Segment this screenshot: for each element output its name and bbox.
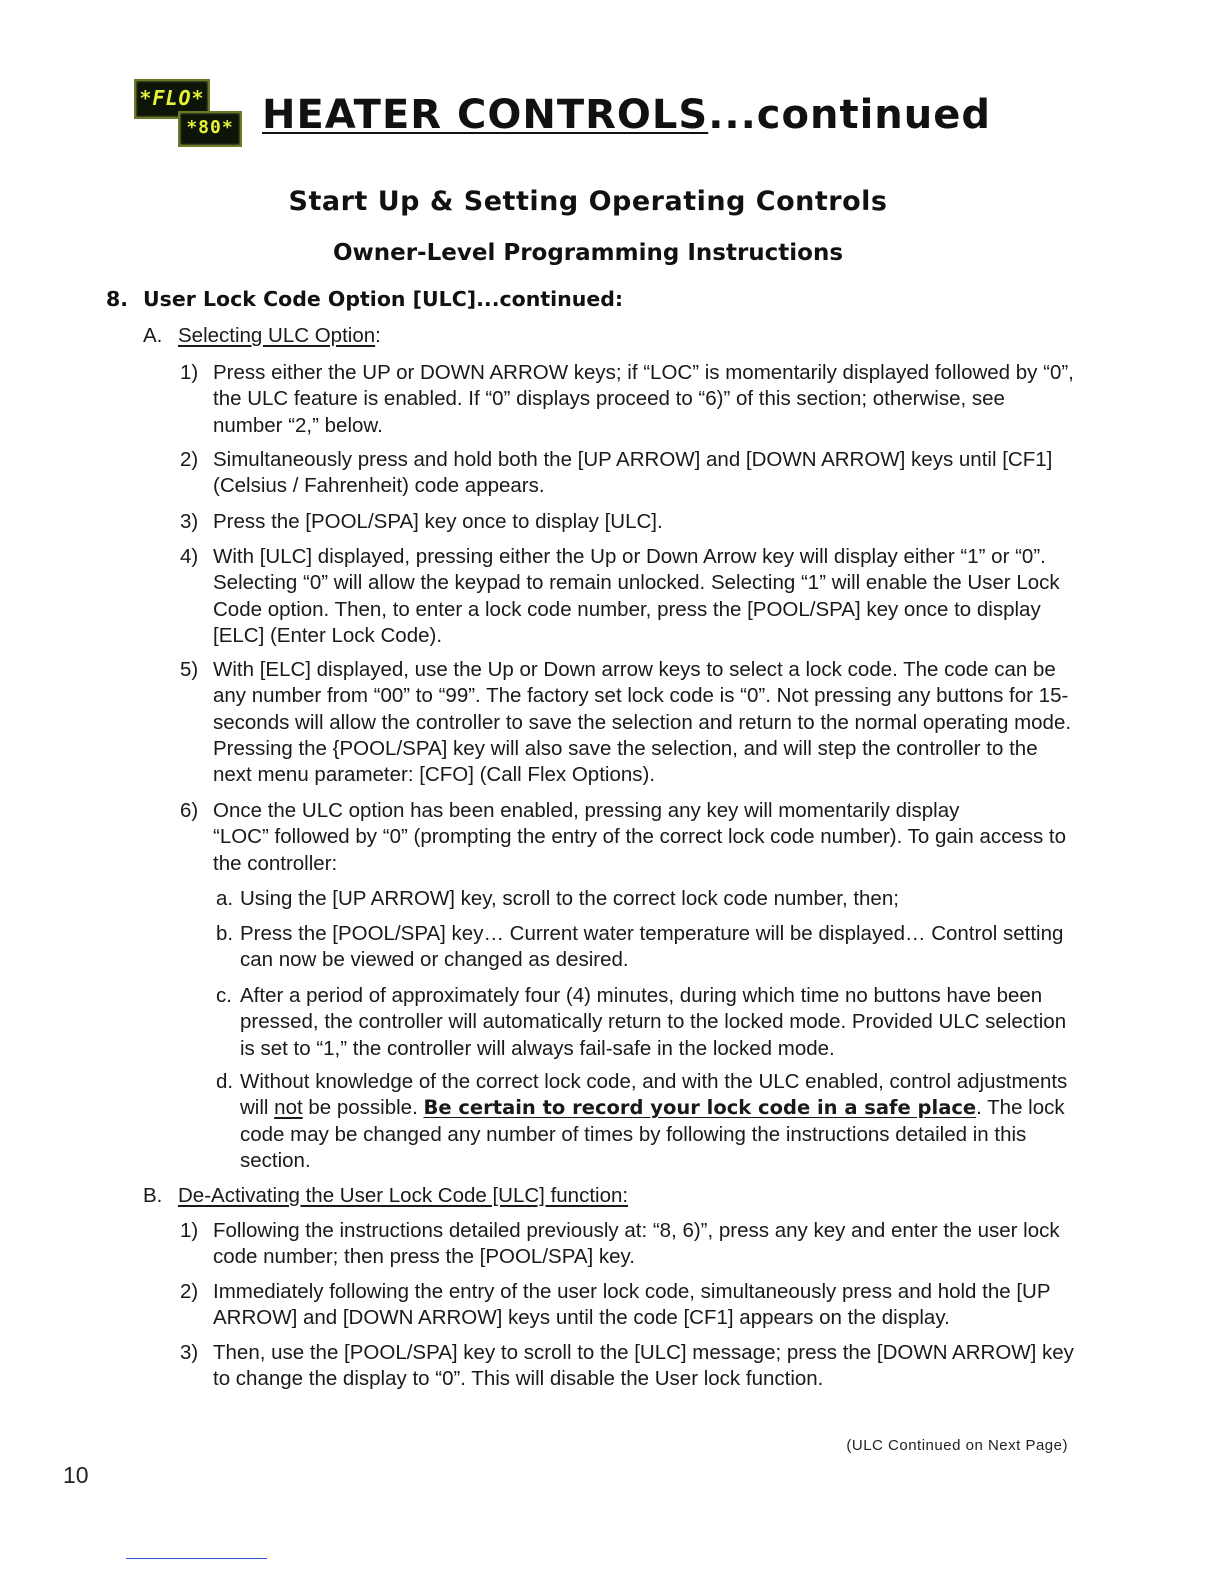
sub-list-item-label: b. xyxy=(216,922,234,945)
footnote-rule xyxy=(126,1558,267,1559)
list-item-label: 5) xyxy=(180,658,199,681)
list-item-label: 1) xyxy=(180,1219,199,1242)
continued-note: (ULC Continued on Next Page) xyxy=(846,1437,1068,1454)
sub-list-item-text: Using the [UP ARROW] key, scroll to the correct lock code number, then; xyxy=(240,887,899,910)
sub-list-item-text: After a period of approximately four (4) minutes, during which time no buttons have been pressed, the controller will automatically return to the locked mode. Provided ULC selection is set to “1,” the controller will always fail-safe in the locked mode. xyxy=(240,984,1067,1060)
list-item-text-line1: Once the ULC option has been enabled, pressing any key will momentarily display xyxy=(213,799,960,822)
section-8-heading xyxy=(106,287,623,311)
lcd-display-temp: *80* xyxy=(178,111,242,147)
section-subtitle: Owner-Level Programming Instructions xyxy=(332,240,844,266)
list-item-text: Following the instructions detailed previously at: “8, 6)”, press any key and enter the user lock code number; then press the [POOL/SPA] key. xyxy=(213,1219,1060,1269)
list-item-text: Then, use the [POOL/SPA] key to scroll to the [ULC] message; press the [DOWN ARROW] key to change the display to “0”. This will disable the User lock function. xyxy=(213,1341,1074,1391)
sub-list-item-text: Press the [POOL/SPA] key… Current water temperature will be displayed… Control setting can now be viewed or changed as desired. xyxy=(240,922,1064,972)
not-emphasis: not xyxy=(274,1096,303,1120)
list-item-text: Press either the UP or DOWN ARROW keys; if “LOC” is momentarily displayed followed by “0”, the ULC feature is enabled. If “0” displays proceed to “6)” of this section; otherwise, see number “2,” below. xyxy=(213,361,1074,437)
list-item-text: Immediately following the entry of the user lock code, simultaneously press and hold the [UP ARROW] and [DOWN ARROW] keys until the code [CF1] appears on the display. xyxy=(213,1280,1051,1330)
page-number: 10 xyxy=(63,1462,89,1488)
part-a-colon: : xyxy=(375,324,381,347)
sub-list-item-label: d. xyxy=(216,1070,234,1093)
list-item-label: 6) xyxy=(180,799,199,822)
lock-code-warning: Be certain to record your lock code in a safe place xyxy=(423,1096,977,1120)
part-b-letter: B. xyxy=(143,1184,163,1207)
page-title-continued: ...continued xyxy=(708,92,992,138)
part-a-title: Selecting ULC Option xyxy=(178,324,376,347)
list-item-label: 3) xyxy=(180,510,199,533)
list-item-label: 1) xyxy=(180,361,199,384)
list-item-label: 2) xyxy=(180,448,199,471)
page-title xyxy=(262,92,991,138)
list-item-text: Simultaneously press and hold both the [UP ARROW] and [DOWN ARROW] keys until [CF1] (Celsius / Fahrenheit) code appears. xyxy=(213,448,1053,498)
list-item-text: With [ELC] displayed, use the Up or Down arrow keys to select a lock code. The code can be any number from “00” to “99”. The factory set lock code is “0”. Not pressing any buttons for 15-seconds will allow the controller to save the selection and return to the normal operating mode. Pressing the {POOL/SPA] key will also save the selection, and will step the controller to the next menu parameter: [CFO] (Call Flex Options). xyxy=(213,658,1072,787)
sub-list-item-label: a. xyxy=(216,887,234,910)
list-item-label: 4) xyxy=(180,545,199,568)
section-8-title: User Lock Code Option [ULC]...continued: xyxy=(143,287,624,311)
list-item-text: Press the [POOL/SPA] key once to display [ULC]. xyxy=(213,510,663,533)
list-item-text xyxy=(213,798,1075,877)
text-part: Without knowledge of the correct lock code, and with the ULC enabled, control adjustments will xyxy=(240,1070,1068,1120)
list-item-label: 3) xyxy=(180,1341,199,1364)
sub-list-item-text xyxy=(240,1069,1080,1174)
sub-list-item-label: c. xyxy=(216,984,232,1007)
part-b-title: De-Activating the User Lock Code [ULC] function: xyxy=(178,1184,629,1207)
list-item-label: 2) xyxy=(180,1280,199,1303)
text-part: . The lock code may be changed any number of times by following the instructions detailed in this section. xyxy=(240,1096,1065,1172)
lcd-display-flo: *FLO* xyxy=(134,79,210,119)
page-title-main: HEATER CONTROLS xyxy=(262,92,709,138)
list-item-text: With [ULC] displayed, pressing either the Up or Down Arrow key will display either “1” or “0”. Selecting “0” will allow the keypad to remain unlocked. Selecting “1” will enable the User Lock Code option. Then, to enter a lock code number, press the [POOL/SPA] key once to display [ELC] (Enter Lock Code). xyxy=(213,545,1060,647)
section-title: Start Up & Setting Operating Controls xyxy=(288,186,888,217)
section-8-number: 8. xyxy=(106,287,129,311)
heater-display-logo xyxy=(134,79,242,147)
list-item-text-rest: “LOC” followed by “0” (prompting the entry of the correct lock code number). To gain access to the controller: xyxy=(213,825,1067,875)
part-a-letter: A. xyxy=(143,324,163,347)
text-part: be possible. xyxy=(302,1096,424,1120)
